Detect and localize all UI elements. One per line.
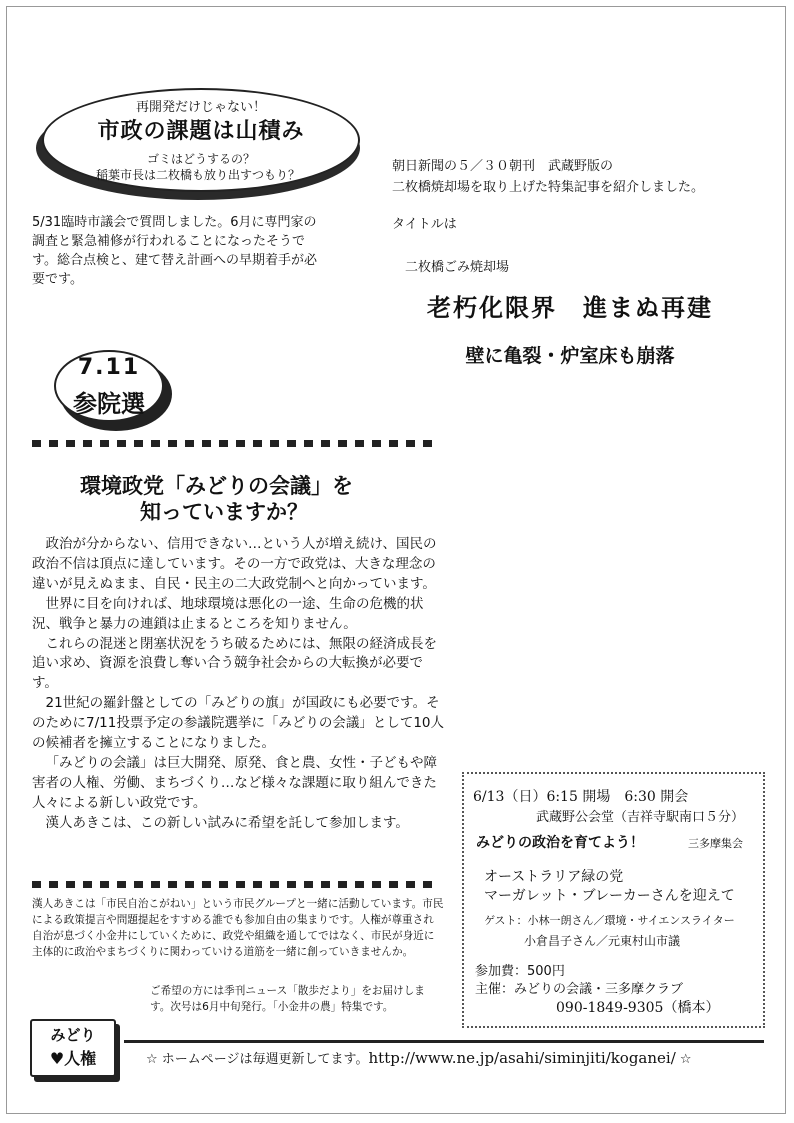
body-paragraph: これらの混迷と閉塞状況をうち破るためには、無限の経済成長を追い求め、資源を浪費し奪い合う競争社会からの大転換が必要です。	[32, 635, 437, 692]
article-headline: 老朽化限界 進まぬ再建	[427, 293, 713, 322]
body-text	[32, 535, 444, 834]
homepage-link[interactable]: http://www.ne.jp/asahi/siminjiti/koganei/	[368, 1049, 676, 1067]
banner-title: 市政の課題は山積み	[97, 119, 305, 144]
section-title-line-1: 環境政党「みどりの会議」を	[80, 474, 353, 498]
body-paragraph: 21世紀の羅針盤としての「みどりの旗」が国政にも必要です。そのために7/11投票予定の参議院選挙に「みどりの会議」として10人の候補者を擁立することになりました。	[32, 695, 444, 752]
event-date-time: 6/13（日）6:15 開場 6:30 開会	[473, 789, 689, 805]
logo-line-1: みどり	[50, 1026, 96, 1044]
body-paragraph: 「みどりの会議」は巨大開発、原発、食と農、女性・子どもや障害者の人権、労働、まちづくり…など様々な課題に取り組んできた人々による新しい政党です。	[32, 754, 437, 811]
article-intro-line-2: 二枚橋焼却場を取り上げた特集記事を紹介しました。	[392, 180, 705, 195]
article-intro	[392, 156, 704, 198]
article-subject: 二枚橋ごみ焼却場	[405, 260, 510, 275]
newsletter-note: ご希望の方には季刊ニュース「散歩だより」をお届けします。次号は6月中旬発行。「小金井の農」特集です。	[150, 985, 425, 1013]
event-guest-1: ゲスト：小林一朗さん／環境・サイエンスライター	[484, 914, 735, 927]
election-label: 参院選	[73, 390, 145, 418]
body-paragraph: 政治が分からない、信用できない…という人が増え続け、国民の政治不信は頂点に達しています。その一方で政党は、大きな理念の違いが見えぬまま、自民・民主の二大政党制へと向かっています。	[32, 536, 437, 592]
event-speaker-line-2: マーガレット・ブレーカーさんを迎えて	[484, 888, 735, 904]
dotted-divider	[32, 881, 437, 888]
homepage-note: ☆ ホームページは毎週更新してます。	[146, 1052, 369, 1067]
banner-question-1: ゴミはどうするの？	[146, 152, 255, 166]
article-intro-line-1: 朝日新聞の５／３０朝刊 武蔵野版の	[392, 159, 614, 174]
event-title: みどりの政治を育てよう！	[476, 835, 644, 851]
section-title-line-2: 知っていますか？	[140, 500, 308, 524]
event-venue: 武蔵野公会堂（吉祥寺駅南口５分）	[536, 810, 745, 825]
article-subheadline: 壁に亀裂・炉室床も崩落	[465, 345, 675, 367]
banner-question-2: 稲葉市長は二枚橋も放り出すつもり？	[95, 168, 300, 182]
dotted-divider	[32, 440, 437, 447]
event-organizer: 主催：みどりの会議・三多摩クラブ	[475, 982, 684, 997]
logo-line-2: ♥人権	[49, 1049, 97, 1068]
event-fee: 参加費：500円	[475, 964, 565, 979]
event-guest-2: 小倉昌子さん／元東村山市議	[524, 934, 681, 948]
footer-text	[146, 1048, 692, 1067]
footer-rule	[124, 1040, 764, 1043]
banner-kicker: 再開発だけじゃない！	[135, 100, 266, 115]
article-title-label: タイトルは	[392, 217, 457, 232]
footer-end-star: ☆	[675, 1052, 692, 1067]
council-report: 5/31臨時市議会で質問しました。6月に専門家の調査と緊急補修が行われることになったそうです。総合点検と、建て替え計画への早期着手が必要です。	[32, 215, 317, 287]
event-speaker-line-1: オーストラリア緑の党	[484, 869, 624, 885]
event-host-club: 三多摩集会	[688, 837, 743, 850]
body-paragraph: 世界に目を向ければ、地球環境は悪化の一途、生命の危機的状況、戦争と暴力の連鎖は止まるところを知りません。	[32, 595, 424, 632]
election-date: 7.11	[77, 355, 141, 380]
org-description: 漢人あきこは「市民自治こがねい」という市民グループと一緒に活動しています。市民による政策提言や問題提起をすすめる誰でも参加自由の集まりです。人権が尊重され自治が息づく小金井にしていくために、政党や組織を通してではなく、市民が身近に主体的に政治やまちづくりに関わっていける道筋を一緒に創っていきませんか。	[32, 898, 444, 958]
body-paragraph: 漢人あきこは、この新しい試みに希望を託して参加します。	[45, 814, 409, 831]
event-phone: 090-1849-9305（橋本）	[556, 1000, 720, 1016]
